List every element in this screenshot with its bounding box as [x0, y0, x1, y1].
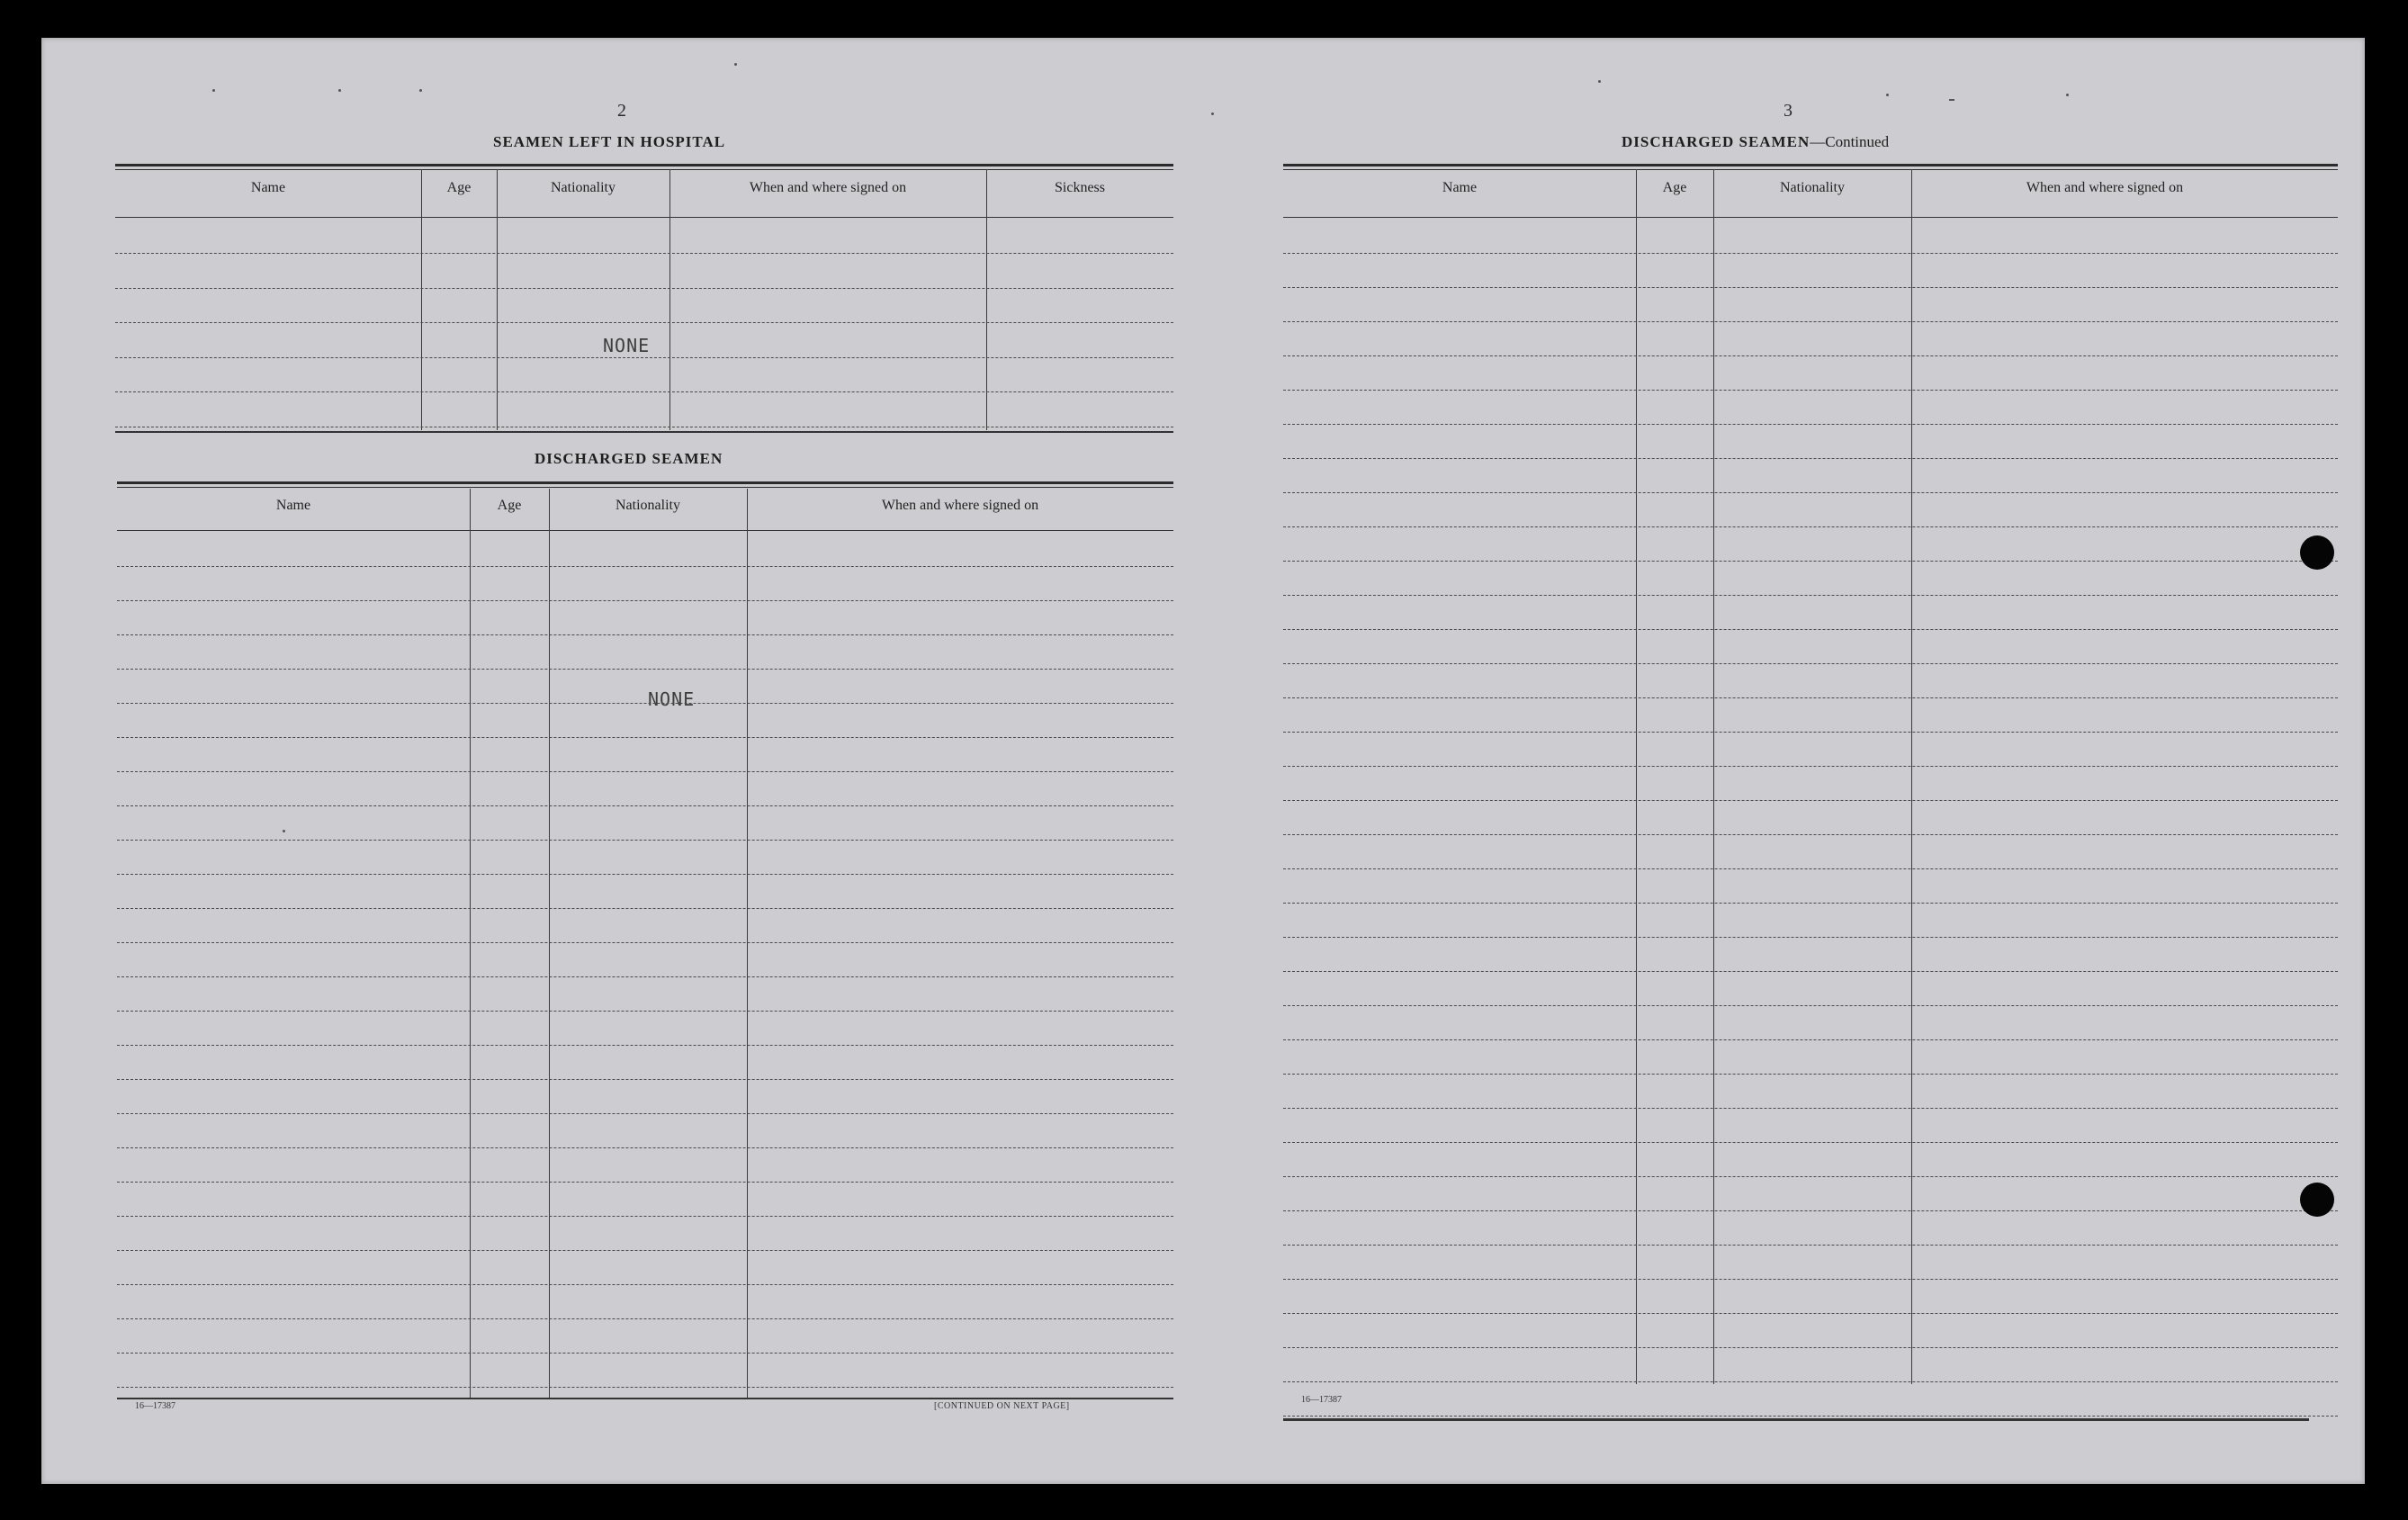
table-row-rule — [1283, 732, 2338, 733]
discharged-col-divider — [747, 489, 748, 1398]
table-row-rule — [1283, 1279, 2338, 1280]
hospital-header-rule — [115, 217, 1173, 218]
table-row-rule — [117, 634, 1173, 635]
table-row-rule — [1283, 1210, 2338, 1211]
discharged-header-rule — [117, 530, 1173, 531]
table-row-rule — [1283, 1108, 2338, 1109]
table-row-rule — [1283, 390, 2338, 391]
table-row-rule — [1283, 321, 2338, 322]
table-row-rule — [117, 566, 1173, 567]
table-row-rule — [115, 322, 1173, 323]
table-row-rule — [1283, 663, 2338, 664]
table-row-rule — [115, 391, 1173, 392]
table-row-rule — [1283, 1176, 2338, 1177]
hospital-col-signed-on: When and where signed on — [749, 180, 907, 195]
continued-col-divider — [1636, 169, 1637, 1384]
table-row-rule — [1283, 287, 2338, 288]
table-row-rule — [117, 1284, 1173, 1285]
binder-hole-top — [2300, 535, 2334, 570]
continued-bottom-rule — [1283, 1418, 2309, 1421]
table-row-rule — [1283, 800, 2338, 801]
hospital-col-name: Name — [250, 180, 286, 195]
table-row-rule — [1283, 1005, 2338, 1006]
scan-speck — [283, 830, 285, 832]
scan-speck — [1598, 80, 1601, 83]
table-row-rule — [117, 908, 1173, 909]
table-row-rule — [115, 288, 1173, 289]
discharged-col-name: Name — [275, 498, 311, 513]
continued-col-divider — [1911, 169, 1912, 1384]
hospital-bottom-rule — [115, 431, 1173, 433]
continued-table-top-rule — [1283, 164, 2338, 170]
table-row-rule — [1283, 971, 2338, 972]
table-row-rule — [117, 840, 1173, 841]
table-row-rule — [1283, 253, 2338, 254]
table-row-rule — [1283, 697, 2338, 698]
table-row-rule — [1283, 1142, 2338, 1143]
continued-col-age: Age — [1662, 180, 1687, 195]
table-row-rule — [117, 942, 1173, 943]
table-row-rule — [117, 703, 1173, 704]
table-row-rule — [117, 805, 1173, 806]
table-row-rule — [117, 1318, 1173, 1319]
table-row-rule — [117, 874, 1173, 875]
scan-speck — [1949, 99, 1954, 101]
hospital-table — [115, 164, 1173, 470]
continued-col-nationality: Nationality — [1780, 180, 1845, 195]
discharged-bottom-rule — [117, 1398, 1173, 1399]
table-row-rule — [115, 357, 1173, 358]
discharged-continued-title-main: DISCHARGED SEAMEN — [1622, 133, 1810, 150]
table-row-rule — [117, 771, 1173, 772]
hospital-table-top-rule — [115, 164, 1173, 170]
table-row-rule — [1283, 1074, 2338, 1075]
discharged-col-divider — [549, 489, 550, 1398]
right-page-number: 3 — [1784, 101, 1793, 121]
table-row-rule — [1283, 595, 2338, 596]
discharged-section-title: DISCHARGED SEAMEN — [535, 450, 723, 467]
scan-speck — [419, 89, 422, 92]
continued-col-signed-on: When and where signed on — [2026, 180, 2184, 195]
table-row-rule — [117, 1113, 1173, 1114]
table-row-rule — [117, 1079, 1173, 1080]
table-row-rule — [1283, 424, 2338, 425]
table-row-rule — [1283, 766, 2338, 767]
left-form-number: 16—17387 — [135, 1401, 175, 1411]
table-row-rule — [117, 1216, 1173, 1217]
table-row-rule — [117, 1182, 1173, 1183]
table-row-rule — [117, 1045, 1173, 1046]
continued-note: [CONTINUED ON NEXT PAGE] — [934, 1401, 1070, 1411]
hospital-none-stamp: NONE — [603, 335, 651, 356]
scan-speck — [338, 89, 341, 92]
table-row-rule — [1283, 492, 2338, 493]
table-row-rule — [1283, 868, 2338, 869]
discharged-col-signed-on: When and where signed on — [881, 498, 1039, 513]
table-row-rule — [115, 253, 1173, 254]
table-row-rule — [117, 1147, 1173, 1148]
table-row-rule — [117, 669, 1173, 670]
scan-speck — [1211, 112, 1214, 115]
hospital-col-nationality: Nationality — [551, 180, 615, 195]
document-sheet — [41, 38, 2365, 1484]
table-row-rule — [1283, 1416, 2338, 1417]
table-row-rule — [1283, 1245, 2338, 1246]
discharged-none-stamp: NONE — [648, 688, 696, 710]
discharged-continued-title-suffix: —Continued — [1810, 133, 1890, 150]
continued-col-divider — [1713, 169, 1714, 1384]
table-row-rule — [1283, 1347, 2338, 1348]
table-row-rule — [1283, 561, 2338, 562]
table-row-rule — [1283, 834, 2338, 835]
table-row-rule — [117, 737, 1173, 738]
discharged-continued-table — [1283, 164, 2338, 1406]
discharged-continued-title — [1622, 133, 1889, 151]
hospital-section-title: SEAMEN LEFT IN HOSPITAL — [493, 133, 726, 150]
discharged-col-divider — [470, 489, 471, 1398]
table-row-rule — [1283, 355, 2338, 356]
hospital-col-sickness: Sickness — [1055, 180, 1105, 195]
discharged-table — [117, 481, 1173, 1435]
table-row-rule — [1283, 1313, 2338, 1314]
scan-speck — [212, 89, 215, 92]
table-row-rule — [1283, 526, 2338, 527]
table-row-rule — [117, 1250, 1173, 1251]
table-row-rule — [117, 976, 1173, 977]
binder-hole-bottom — [2300, 1183, 2334, 1217]
scan-speck — [1886, 94, 1889, 96]
table-row-rule — [1283, 1381, 2338, 1382]
continued-header-rule — [1283, 217, 2338, 218]
table-row-rule — [1283, 1039, 2338, 1040]
table-row-rule — [117, 1353, 1173, 1354]
right-form-number: 16—17387 — [1301, 1395, 1342, 1405]
hospital-col-age: Age — [446, 180, 472, 195]
table-row-rule — [1283, 903, 2338, 904]
scan-speck — [734, 63, 737, 66]
continued-col-name: Name — [1442, 180, 1478, 195]
left-page-number: 2 — [617, 101, 626, 121]
discharged-col-age: Age — [497, 498, 522, 513]
scan-speck — [2066, 94, 2069, 96]
table-row-rule — [1283, 937, 2338, 938]
discharged-table-top-rule — [117, 481, 1173, 488]
table-row-rule — [117, 1387, 1173, 1388]
table-row-rule — [1283, 458, 2338, 459]
table-row-rule — [117, 1011, 1173, 1012]
table-row-rule — [117, 600, 1173, 601]
discharged-col-nationality: Nationality — [615, 498, 680, 513]
table-row-rule — [1283, 629, 2338, 630]
